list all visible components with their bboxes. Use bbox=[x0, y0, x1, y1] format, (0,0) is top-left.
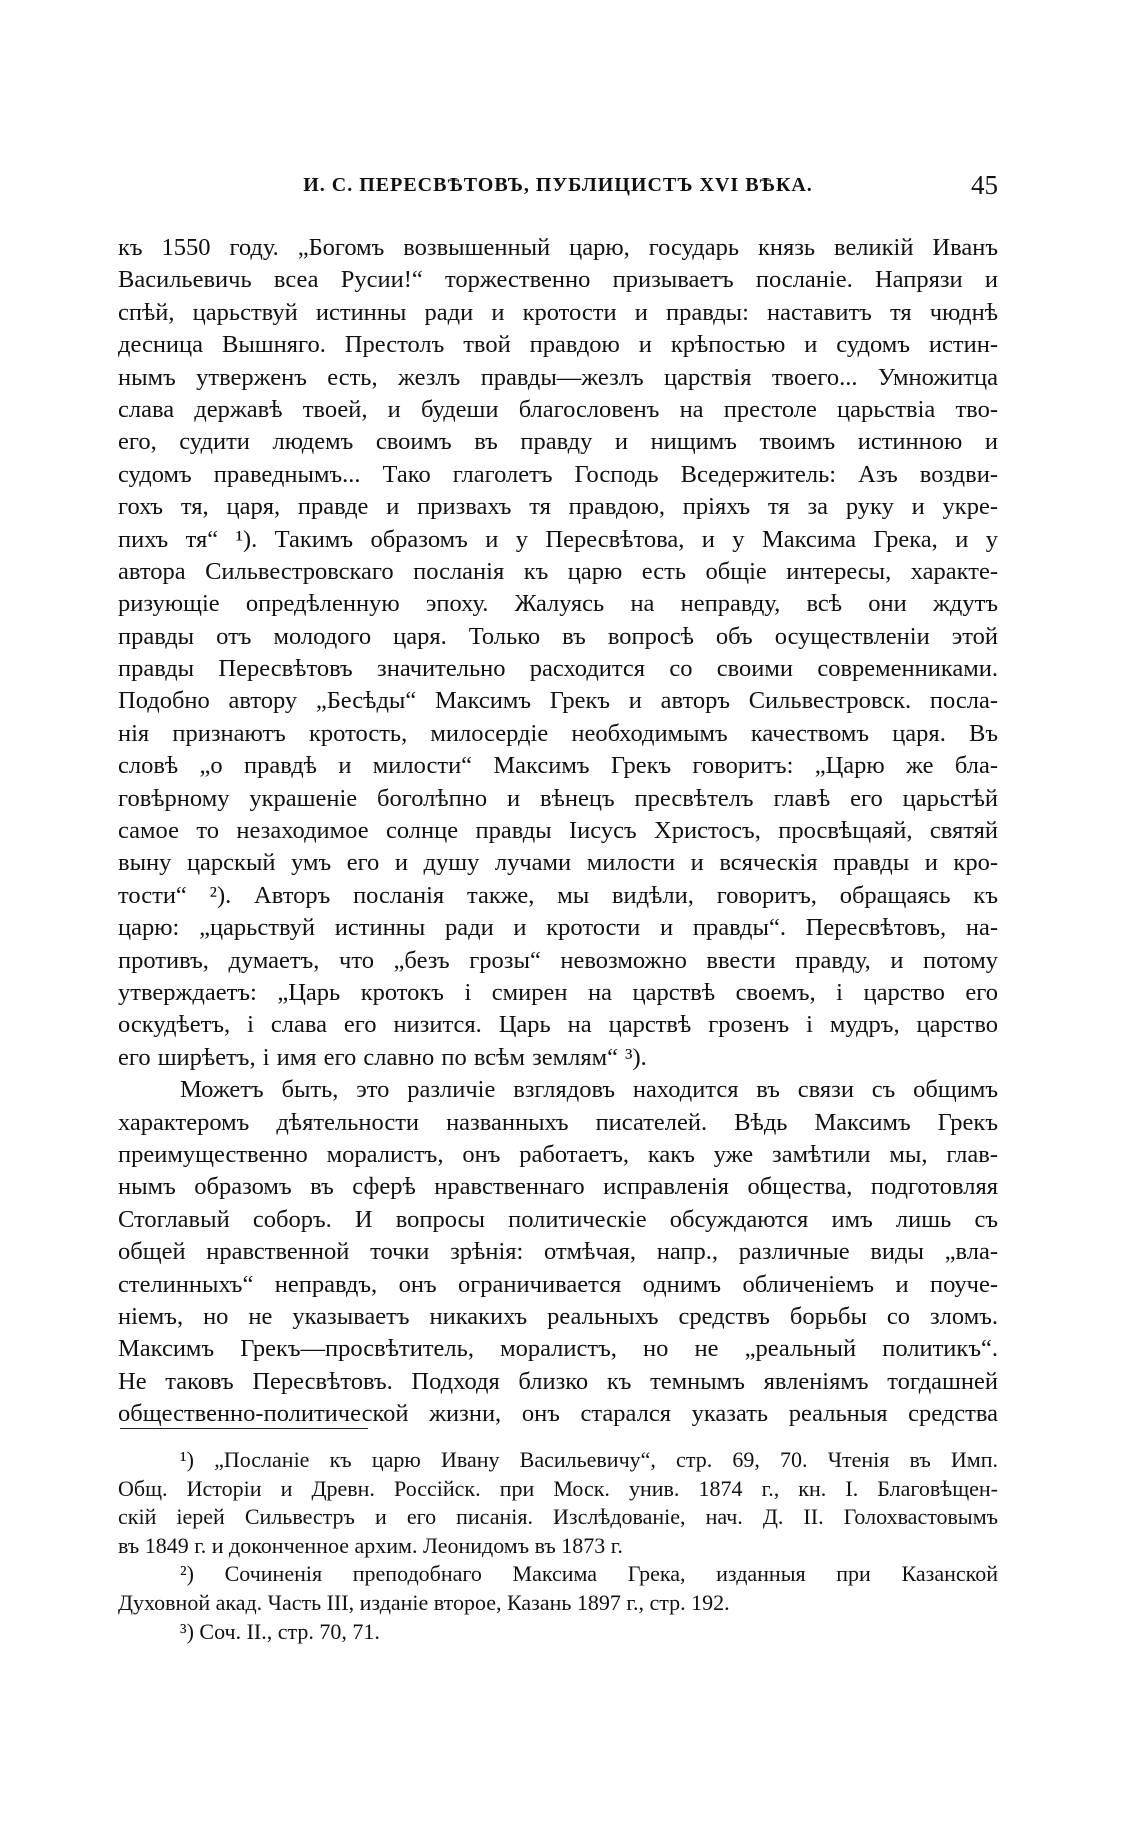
text-line: Васильевичь всеа Русии!“ торжественно призываетъ посланіе. Напрязи и bbox=[118, 266, 998, 294]
footnotes bbox=[118, 1446, 998, 1646]
text-line: къ 1550 году. „Богомъ возвышенный царю, государь князь великій Иванъ bbox=[118, 234, 998, 261]
text-line: ніемъ, но не указываетъ никакихъ реальныхъ средствъ борьбы со зломъ. bbox=[118, 1302, 998, 1330]
footnote-3: ³) Соч. II., стр. 70, 71. bbox=[180, 1618, 380, 1644]
text-line: пихъ тя“ ¹). Такимъ образомъ и у Пересвѣтова, и у Максима Грека, и у bbox=[118, 525, 998, 553]
text-line: правды отъ молодого царя. Только въ вопросѣ объ осуществленіи этой bbox=[118, 622, 998, 650]
text-line: ризующіе опредѣленную эпоху. Жалуясь на неправду, всѣ они ждутъ bbox=[118, 590, 998, 618]
text-line: спѣй, царьствуй истинны ради и кротости и правды: наставитъ тя чюднѣ bbox=[118, 298, 998, 326]
text-line: общественно-политической жизни, онъ старался указать реальныя средства bbox=[118, 1400, 998, 1428]
footnote-2: ²) Сочиненія преподобнаго Максима Грека, изданныя при Казанской bbox=[180, 1561, 998, 1587]
text-line: выну царскый умъ его и душу лучами милости и всяческія правды и кро- bbox=[118, 849, 998, 877]
text-line: Максимъ Грекъ—просвѣтитель, моралистъ, но не „реальный политикъ“. bbox=[118, 1335, 998, 1363]
footnote-line: Духовной акад. Часть III, изданіе второе, Казань 1897 г., стр. 192. bbox=[118, 1589, 730, 1615]
page-header bbox=[118, 170, 998, 210]
page-number: 45 bbox=[971, 170, 998, 200]
text-line: правды Пересвѣтовъ значительно расходится со своими современниками. bbox=[118, 655, 998, 683]
text-line: Стоглавый соборъ. И вопросы политическіе обсуждаются имъ лишь съ bbox=[118, 1205, 998, 1233]
text-line: тости“ ²). Авторъ посланія также, мы видѣли, говоритъ, обращаясь къ bbox=[118, 881, 998, 909]
text-line: общей нравственной точки зрѣнія: отмѣчая, напр., различные виды „вла- bbox=[118, 1238, 998, 1266]
text-line: говѣрному украшеніе боголѣпно и вѣнецъ пресвѣтелъ главѣ его царьстѣй bbox=[118, 784, 998, 812]
footnote-separator bbox=[120, 1428, 368, 1429]
text-line: слава державѣ твоей, и будеши благословенъ на престоле царьствіа тво- bbox=[118, 395, 998, 423]
running-title: И. С. ПЕРЕСВѢТОВЪ, ПУБЛИЦИСТЪ XVI ВѢКА. bbox=[303, 174, 813, 196]
text-line: гохъ тя, царя, правде и призвахъ тя правдою, пріяхъ тя за руку и укре- bbox=[118, 493, 998, 521]
text-line: царю: „царьствуй истинны ради и кротости и правды“. Пересвѣтовъ, на- bbox=[118, 914, 998, 942]
text-line: стелинныхъ“ неправдъ, онъ ограничивается однимъ обличеніемъ и поуче- bbox=[118, 1270, 998, 1298]
text-line: утверждаетъ: „Царь кротокъ і смирен на царствѣ своемъ, і царство его bbox=[118, 978, 998, 1006]
text-line: автора Сильвестровскаго посланія къ царю есть общіе интересы, характе- bbox=[118, 557, 998, 585]
text-line: словѣ „о правдѣ и милости“ Максимъ Грекъ говоритъ: „Царю же бла- bbox=[118, 752, 998, 780]
paragraph-start-line: Можетъ быть, это различіе взглядовъ находится въ связи съ общимъ bbox=[180, 1076, 998, 1104]
footnote-line: скій іерей Сильвестръ и его писанія. Изслѣдованіе, нач. Д. II. Голохвастовымъ bbox=[118, 1504, 998, 1530]
footnote-1: ¹) „Посланіе къ царю Ивану Васильевичу“, стр. 69, 70. Чтенія въ Имп. bbox=[180, 1447, 998, 1472]
text-line: преимущественно моралистъ, онъ работаетъ, какъ уже замѣтили мы, глав- bbox=[118, 1140, 998, 1168]
text-line: десница Вышняго. Престолъ твой правдою и крѣпостью и судомъ истин- bbox=[118, 331, 998, 359]
text-line: оскудѣетъ, і слава его низится. Царь на царствѣ грозенъ і мудръ, царство bbox=[118, 1011, 998, 1039]
text-line: противъ, думаетъ, что „безъ грозы“ невозможно ввести правду, и потому bbox=[118, 946, 998, 974]
paragraph-end-line: его ширѣетъ, і имя его славно по всѣм землям“ ³). bbox=[118, 1043, 647, 1071]
main-text bbox=[118, 232, 998, 1430]
text-line: Не таковъ Пересвѣтовъ. Подходя близко къ темнымъ явленіямъ тогдашней bbox=[118, 1367, 998, 1395]
text-line: самое то незаходимое солнце правды Іисусъ Христосъ, просвѣщаяй, святяй bbox=[118, 817, 998, 845]
text-line: нымъ утверженъ есть, жезлъ правды—жезлъ царствія твоего... Умножитца bbox=[118, 363, 998, 391]
text-line: Подобно автору „Бесѣды“ Максимъ Грекъ и авторъ Сильвестровск. посла- bbox=[118, 687, 998, 715]
text-line: судомъ праведнымъ... Тако глаголетъ Господь Вседержитель: Азъ воздви- bbox=[118, 460, 998, 488]
footnote-line: въ 1849 г. и доконченное архим. Леонидомъ въ 1873 г. bbox=[118, 1532, 623, 1558]
text-line: нія признаютъ кротость, милосердіе необходимымъ качествомъ царя. Въ bbox=[118, 719, 998, 747]
text-line: его, судити людемъ своимъ въ правду и нищимъ твоимъ истинною и bbox=[118, 428, 998, 456]
text-line: характеромъ дѣятельности названныхъ писателей. Вѣдь Максимъ Грекъ bbox=[118, 1108, 998, 1136]
footnote-line: Общ. Исторіи и Древн. Россійск. при Моск. унив. 1874 г., кн. I. Благовѣщен- bbox=[118, 1475, 998, 1501]
text-line: нымъ образомъ въ сферѣ нравственнаго исправленія общества, подготовляя bbox=[118, 1173, 998, 1201]
